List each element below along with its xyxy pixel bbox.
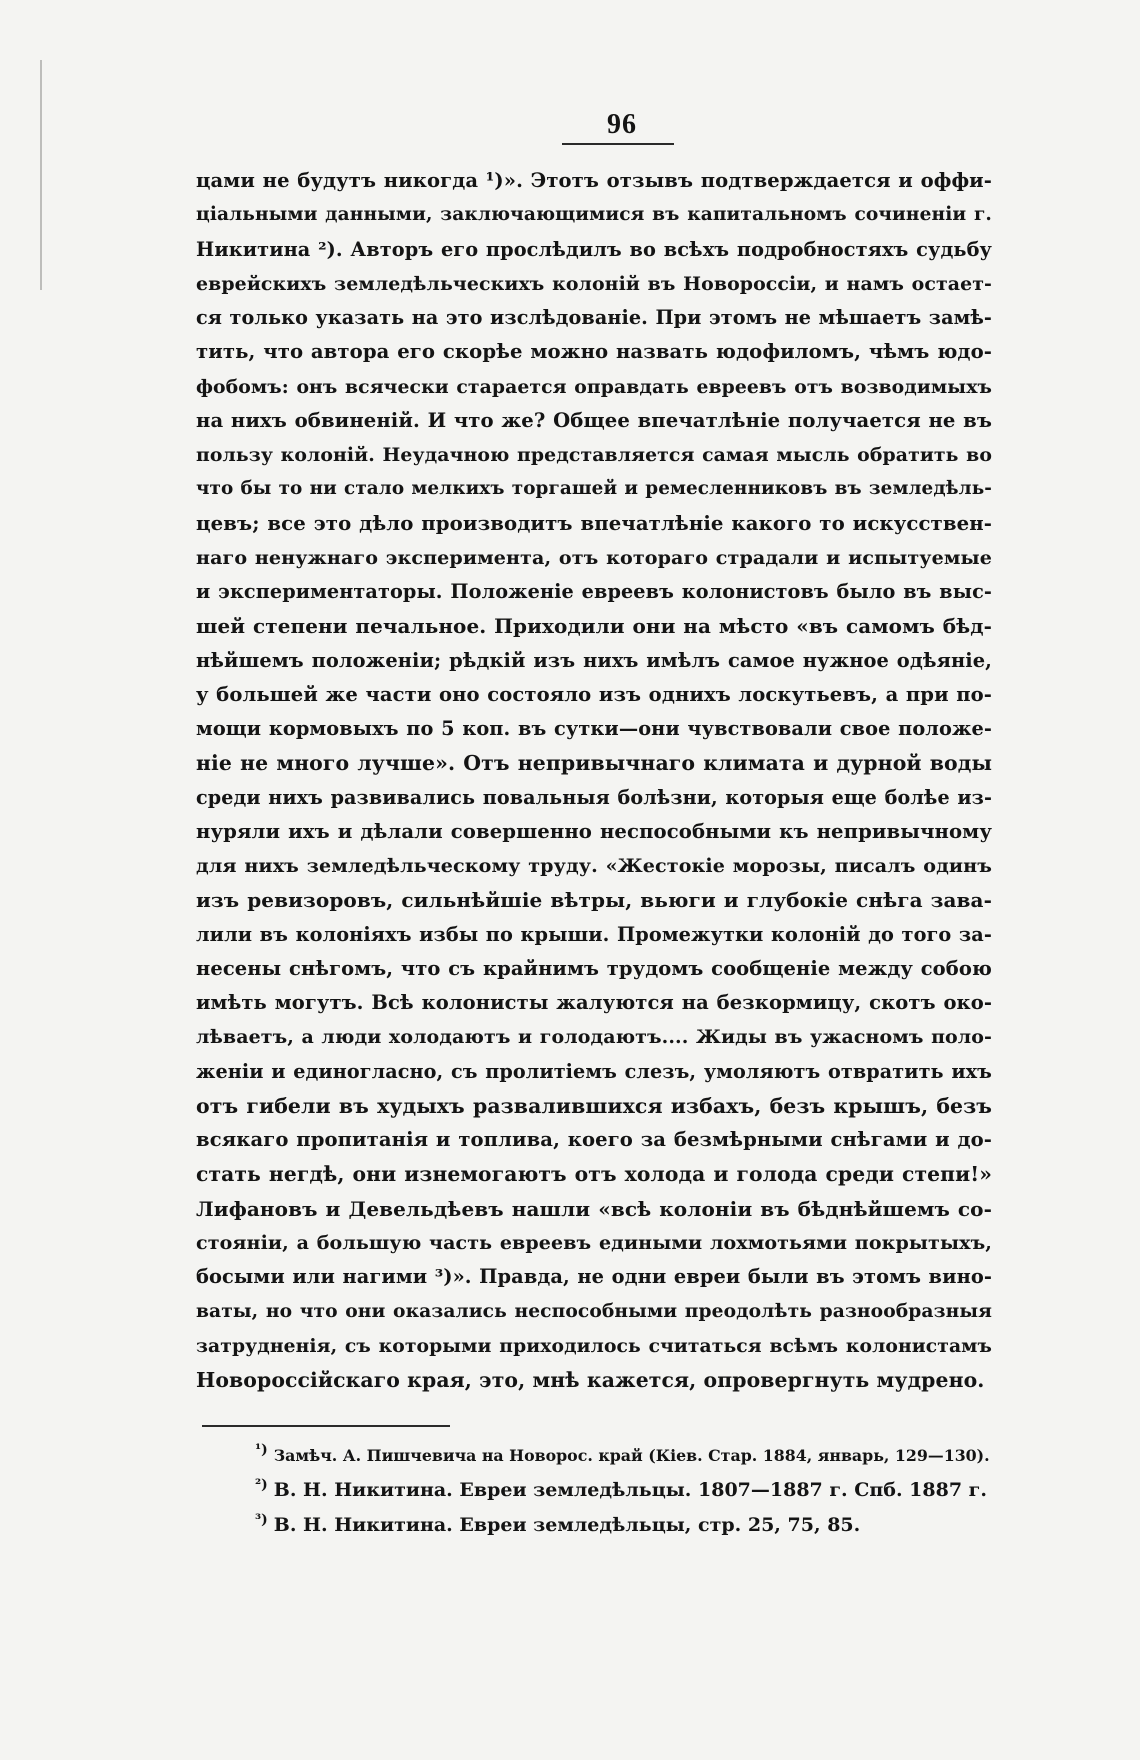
page-number: 96 bbox=[607, 109, 637, 140]
text-line: еврейскихъ земледѣльческихъ колоній въ Новороссіи, и намъ остает- bbox=[196, 272, 992, 295]
text-line: ціальными данными, заключающимися въ капитальномъ сочиненіи г. bbox=[196, 204, 992, 226]
scan-margin-shadow bbox=[40, 60, 42, 290]
footnotes bbox=[255, 1433, 995, 1538]
text-line: ваты, но что они оказались неспособными преодолѣть разнообразныя bbox=[196, 1300, 992, 1323]
text-line: отъ гибели въ худыхъ развалившихся избахъ, безъ крышъ, безъ bbox=[196, 1093, 992, 1118]
text-line: Никитина ²). Авторъ его прослѣдилъ во всѣхъ подробностяхъ судьбу bbox=[196, 237, 992, 261]
page-number-underline bbox=[562, 143, 674, 145]
footnote-separator bbox=[202, 1425, 450, 1427]
text-line: нуряли ихъ и дѣлали совершенно неспособными къ непривычному bbox=[196, 819, 992, 843]
text-line: босыми или нагими ³)». Правда, не одни евреи были въ этомъ вино- bbox=[196, 1265, 992, 1288]
footnote bbox=[255, 1503, 995, 1538]
text-line: тить, что автора его скорѣе можно назвать юдофиломъ, чѣмъ юдо- bbox=[196, 340, 992, 364]
footnote-text: В. Н. Никитина. Евреи земледѣльцы, стр. 25, 75, 85. bbox=[273, 1514, 861, 1536]
text-line: несены снѣгомъ, что съ крайнимъ трудомъ сообщеніе между собою bbox=[196, 956, 992, 980]
text-line: Новороссійскаго края, это, мнѣ кажется, опровергнуть мудрено. bbox=[196, 1367, 985, 1392]
text-line: женіи и единогласно, съ пролитіемъ слезъ, умоляютъ отвратить ихъ bbox=[196, 1059, 992, 1083]
text-line: мощи кормовыхъ по 5 коп. въ сутки—они чувствовали свое положе- bbox=[196, 717, 992, 740]
text-line: изъ ревизоровъ, сильнѣйшіе вѣтры, вьюги и глубокіе снѣга зава- bbox=[196, 888, 992, 913]
text-line: наго ненужнаго эксперимента, отъ котораго страдали и испытуемые bbox=[196, 546, 992, 569]
text-line: ся только указать на это изслѣдованіе. При этомъ не мѣшаетъ замѣ- bbox=[196, 306, 992, 329]
text-line: лили въ колоніяхъ избы по крыши. Промежутки колоній до того за- bbox=[196, 922, 992, 946]
text-line: и экспериментаторы. Положеніе евреевъ колонистовъ было въ выс- bbox=[196, 580, 992, 603]
footnote-text: Замѣч. А. Пишчевича на Новорос. край (Кiев. Стар. 1884, январь, 129—130). bbox=[273, 1446, 990, 1465]
text-line: имѣть могутъ. Всѣ колонисты жалуются на безкормицу, скотъ око- bbox=[196, 991, 992, 1014]
text-line: для нихъ земледѣльческому труду. «Жестокіе морозы, писалъ одинъ bbox=[196, 854, 992, 877]
text-line: ніе не много лучше». Отъ непривычнаго климата и дурной воды bbox=[196, 751, 992, 776]
text-line: стояніи, а большую часть евреевъ едиными лохмотьями покрытыхъ, bbox=[196, 1231, 992, 1254]
footnote-mark: ¹) bbox=[255, 1442, 268, 1458]
text-line: среди нихъ развивались повальныя болѣзни, которыя еще болѣе из- bbox=[196, 785, 992, 809]
text-line: нѣйшемъ положеніи; рѣдкій изъ нихъ имѣлъ самое нужное одѣяніе, bbox=[196, 648, 992, 672]
text-line: шей степени печальное. Приходили они на мѣсто «въ самомъ бѣд- bbox=[196, 614, 992, 639]
footnote-mark: ³) bbox=[255, 1512, 268, 1528]
text-line: пользу колоній. Неудачною представляется самая мысль обратить во bbox=[196, 444, 992, 466]
text-line: лѣваетъ, а люди холодаютъ и голодаютъ.... Жиды въ ужасномъ поло- bbox=[196, 1026, 992, 1049]
footnote-text: В. Н. Никитина. Евреи земледѣльцы. 1807—1887 г. Спб. 1887 г. bbox=[273, 1479, 987, 1501]
text-line: всякаго пропитанія и топлива, коего за безмѣрными снѣгами и до- bbox=[196, 1128, 992, 1151]
body-text bbox=[196, 164, 992, 1397]
footnote-mark: ²) bbox=[255, 1477, 268, 1493]
footnote bbox=[255, 1433, 995, 1468]
text-line: затрудненія, съ которыми приходилось считаться всѣмъ колонистамъ bbox=[196, 1334, 992, 1357]
text-line: на нихъ обвиненій. И что же? Общее впечатлѣніе получается не въ bbox=[196, 408, 992, 432]
text-line: фобомъ: онъ всячески старается оправдать евреевъ отъ возводимыхъ bbox=[196, 375, 992, 398]
text-line: цами не будутъ никогда ¹)». Этотъ отзывъ подтверждается и оффи- bbox=[196, 169, 992, 192]
text-line: цевъ; все это дѣло производитъ впечатлѣніе какого то искусствен- bbox=[196, 511, 992, 535]
text-line: у большей же части оно состояло изъ однихъ лоскутьевъ, а при по- bbox=[196, 682, 992, 706]
text-line: что бы то ни стало мелкихъ торгашей и ремесленниковъ въ земледѣль- bbox=[196, 478, 992, 500]
footnote bbox=[255, 1468, 995, 1503]
text-line: Лифановъ и Девельдѣевъ нашли «всѣ колоніи въ бѣднѣйшемъ со- bbox=[196, 1196, 992, 1221]
text-line: стать негдѣ, они изнемогаютъ отъ холода и голода среди степи!» bbox=[196, 1162, 992, 1187]
